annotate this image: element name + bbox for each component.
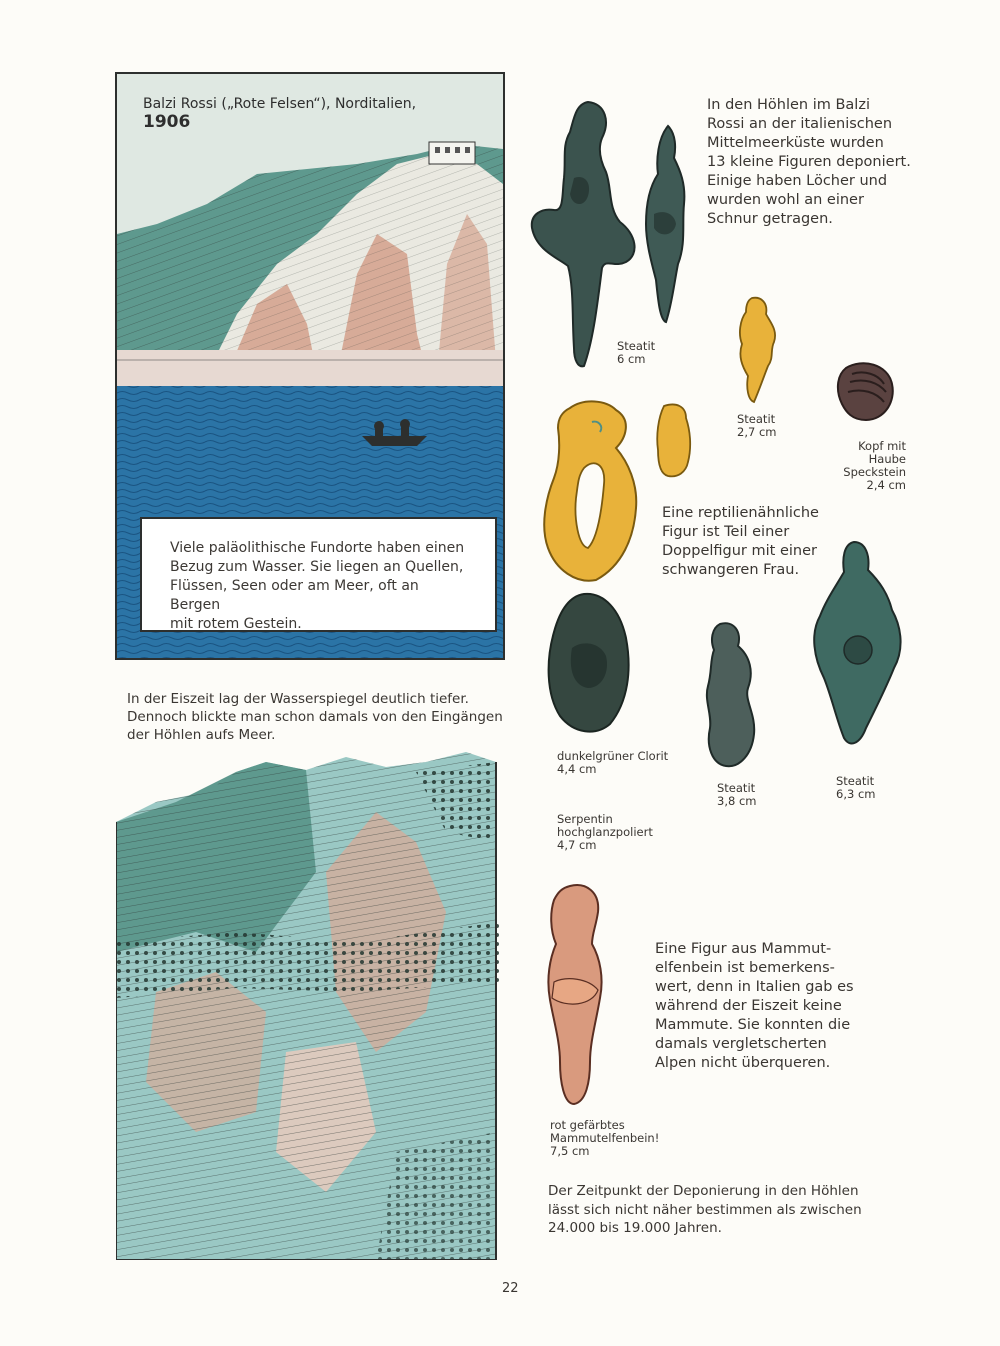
caption-clorit: dunkelgrüner Clorit 4,4 cm [557,749,669,776]
panel-caption-year: 1906 [143,112,191,132]
figurine-steatit-38 [700,620,762,770]
intro-text: In den Höhlen im Balzi Rossi an der italienischen Mittelmeerküste wurden 13 kleine Figuren deponiert. Einige haben Löcher und wurden wohl an einer Schnur getragen. [707,97,911,227]
caption-steatit-38cm: Steatit 3,8 cm [717,781,757,808]
page-number: 22 [502,1281,519,1296]
reptile-text: Eine reptilienähnliche Figur ist Teil einer Doppelfigur mit einer schwangeren Frau. [662,505,819,578]
caption-elfenbein: rot gefärbtes Mammutelfenbein! 7,5 cm [550,1118,660,1158]
caption-steatit-6cm: Steatit 6 cm [617,339,656,366]
panel-caption-place: Balzi Rossi („Rote Felsen“), Norditalien, [143,96,417,112]
mammoth-text: Eine Figur aus Mammut- elfenbein ist bemerkens- wert, denn in Italien gab es während der Eiszeit keine Mammute. Sie konnten die damals vergletscherten Alpen nicht überqueren. [655,941,854,1071]
final-text: Der Zeitpunkt der Deponierung in den Höhlen lässt sich nicht näher bestimmen als zwischen 24.000 bis 19.000 Jahren. [548,1183,862,1236]
panel-text-box: Viele paläolithische Fundorte haben einen Bezug zum Wasser. Sie liegen an Quellen, Flüssen, Seen oder am Meer, oft an Bergen mit rotem Gestein. [140,517,497,632]
middle-text: In der Eiszeit lag der Wasserspiegel deutlich tiefer. Dennoch blickte man schon damals von den Eingängen der Höhlen aufs Meer. [127,691,503,743]
figurine-steatit-large [528,98,638,370]
figurine-reptile-double [540,398,644,584]
figurine-steatit-63 [810,538,906,750]
panel-caption [143,95,483,131]
figurine-kopf-mit-haube [834,360,896,424]
caption-kopf: Kopf mit Haube Speckstein 2,4 cm [843,439,906,492]
bottom-illustration [116,752,500,1260]
figurine-clorit [544,590,634,736]
figurine-mammoth-ivory [540,882,610,1108]
caption-steatit-63cm: Steatit 6,3 cm [836,774,876,801]
figurine-yellow-small [654,402,694,480]
cliff-drawing [116,752,500,1260]
caption-steatit-27cm: Steatit 2,7 cm [737,412,777,439]
figurine-steatit-slim [640,124,692,324]
figurine-steatit-yellow [734,296,782,406]
caption-serpentin: Serpentin hochglanzpoliert 4,7 cm [557,812,653,852]
